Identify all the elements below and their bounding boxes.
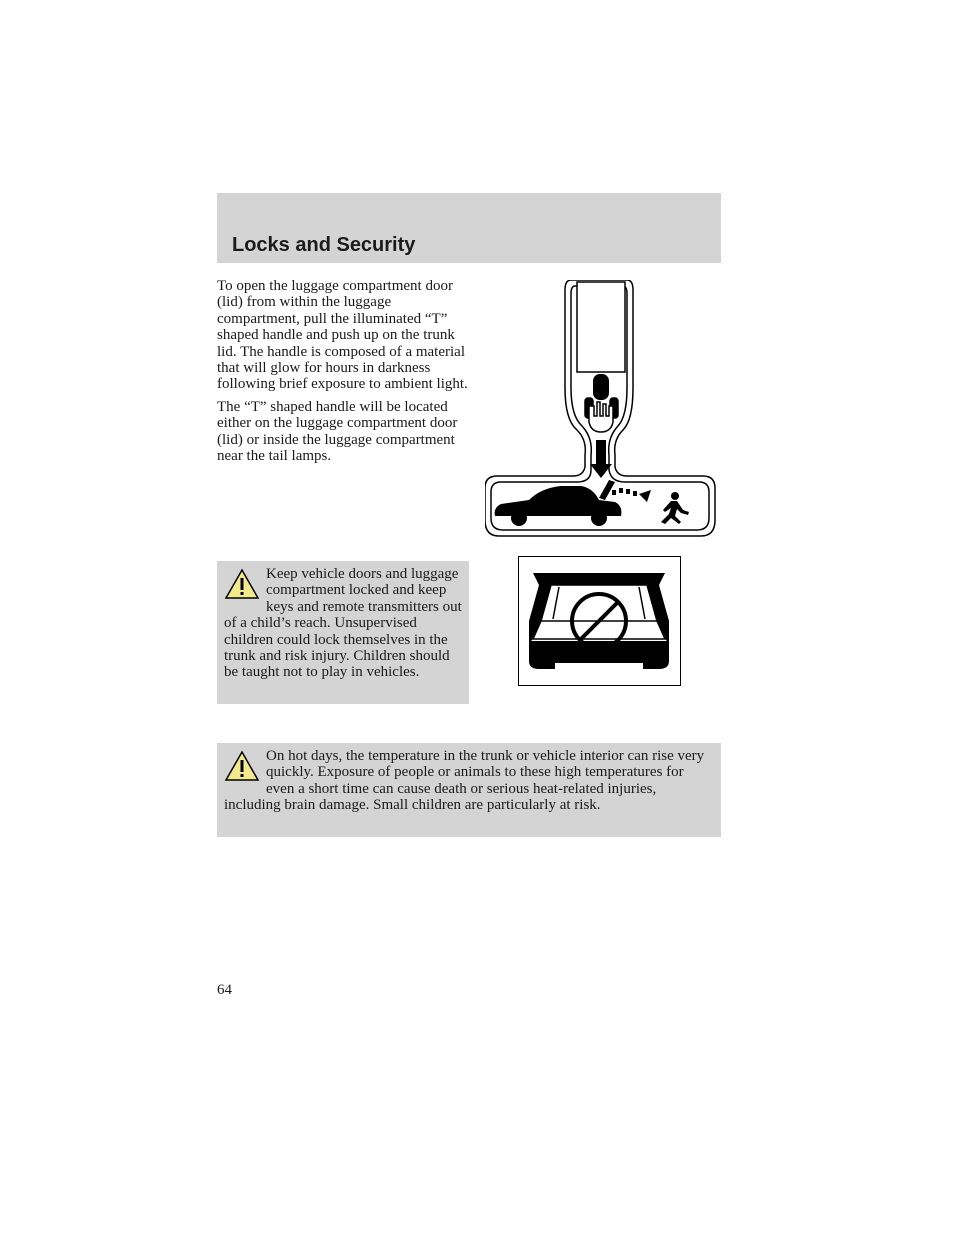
body-text <box>217 278 469 470</box>
hand-icon <box>585 398 618 432</box>
trunk-illustration <box>518 556 681 686</box>
section-header <box>217 193 721 263</box>
warning-box-children <box>217 561 469 704</box>
paragraph: The “T” shaped handle will be located either on the luggage compartment door (lid) or inside the luggage compartment near the tail lamps. <box>217 398 458 465</box>
paragraph: To open the luggage compartment door (lid) from within the luggage compartment, pull the illuminated “T” shaped handle and push up on the trunk lid. The handle is composed of a material that will glow for hours in darkness following brief exposure to ambient light. <box>217 278 468 393</box>
warning-box-heat <box>217 743 721 837</box>
handle-knob-icon <box>593 374 609 400</box>
warning-text: On hot days, the temperature in the trunk or vehicle interior can rise very quickly. Exposure of people or animals to these high temperatures for even a short time can cause death or serious heat-related injuries, including brain damage. Small children are particularly at risk. <box>224 748 705 814</box>
page-title: Locks and Security <box>232 234 416 256</box>
warning-triangle-icon <box>224 568 260 600</box>
car-open-trunk-icon <box>495 480 622 526</box>
running-person-icon <box>661 492 689 524</box>
warning-triangle-icon <box>224 750 260 782</box>
page-number: 64 <box>217 982 232 998</box>
t-handle-illustration <box>485 280 717 538</box>
motion-arrow-icon <box>612 488 651 502</box>
warning-text: Keep vehicle doors and luggage compartment locked and keep keys and remote transmitters out of a child’s reach. Unsupervised children could lock themselves in the trunk and risk injury. Children should be taught not to play in vehicles. <box>224 566 462 681</box>
